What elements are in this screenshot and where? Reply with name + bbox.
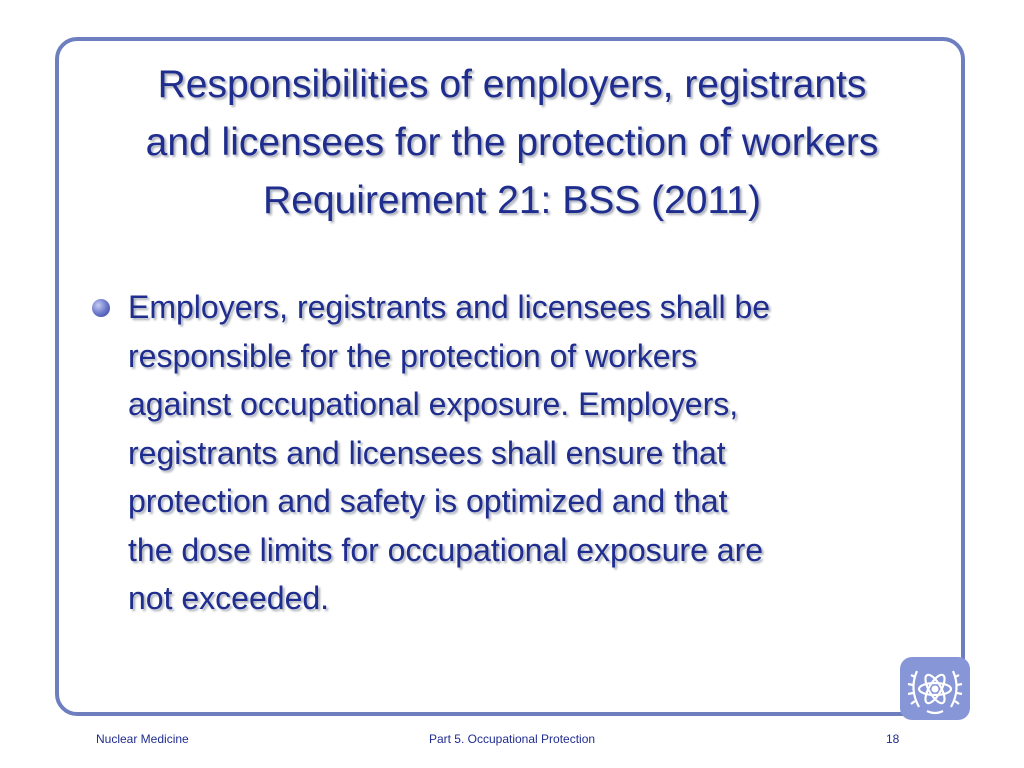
footer-course-name: Nuclear Medicine	[96, 732, 189, 746]
bullet-line-4: registrants and licensees shall ensure that	[128, 434, 726, 471]
bullet-dot-icon	[92, 299, 110, 317]
title-line-3: Requirement 21: BSS (2011)	[263, 179, 761, 222]
bullet-line-3: against occupational exposure. Employers,	[128, 386, 739, 422]
bullet-item	[92, 283, 942, 623]
title-line-1: Responsibilities of employers, registrants	[157, 63, 867, 106]
footer-page-number: 18	[886, 732, 900, 746]
bullet-line-1: Employers, registrants and licensees shall be	[128, 289, 771, 325]
footer-section-name: Part 5. Occupational Protection	[428, 732, 596, 746]
slide-title	[80, 56, 944, 230]
bullet-list	[92, 283, 942, 623]
title-line-2: and licensees for the protection of workers	[145, 121, 879, 164]
bullet-line-6: the dose limits for occupational exposure are	[128, 531, 764, 568]
bullet-line-7: not exceeded.	[128, 580, 330, 616]
bullet-line-5: protection and safety is optimized and that	[128, 483, 728, 519]
atom-emblem	[905, 661, 965, 717]
bullet-line-2: responsible for the protection of workers	[128, 337, 698, 374]
iaea-atom-logo-icon	[900, 657, 970, 720]
